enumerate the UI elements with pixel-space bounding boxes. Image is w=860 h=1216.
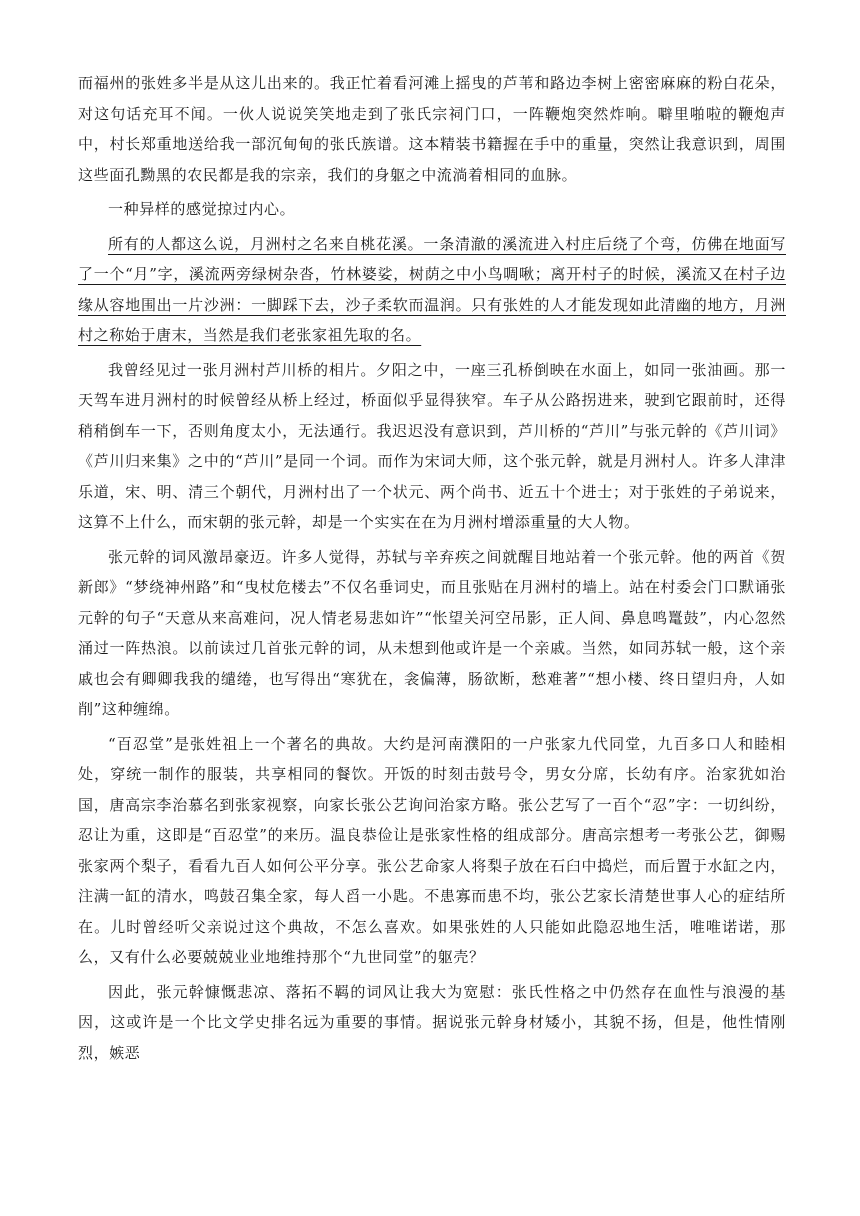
- paragraph: “百忍堂”是张姓祖上一个著名的典故。大约是河南濮阳的一户张家九代同堂，九百多口人和睦相处，穿统一制作的服装，共享相同的餐饮。开饭的时刻击鼓号令，男女分席，长幼有序。治家犹如治国，唐高宗李治慕名到张家视察，向家长张公艺询问治家方略。张公艺写了一百个“忍”字：一切纠纷，忍让为重，这即是“百忍堂”的来历。温良恭俭让是张家性格的组成部分。唐高宗想考一考张公艺，御赐张家两个梨子，看看九百人如何公平分享。张公艺命家人将梨子放在石臼中捣烂，而后置于水缸之内，注满一缸的清水，鸣鼓召集全家，每人舀一小匙。不患寡而患不均，张公艺家长清楚世事人心的症结所在。儿时曾经听父亲说过这个典故，不怎么喜欢。如果张姓的人只能如此隐忍地生活，唯唯诺诺，那么，又有什么必要兢兢业业地维持那个“九世同堂”的躯壳？: [78, 734, 786, 966]
- paragraph: 张元幹的词风激昂豪迈。许多人觉得，苏轼与辛弃疾之间就醒目地站着一个张元幹。他的两首《贺新郎》“梦绕神州路”和“曳杖危楼去”不仅名垂词史，而且张贴在月洲村的墙上。站在村委会门口默诵张元幹的句子“天意从来高难问，况人情老易悲如许”“怅望关河空吊影，正人间、鼻息鸣鼍鼓”，内心忽然涌过一阵热浪。以前读过几首张元幹的词，从未想到他或许是一个亲戚。当然，如同苏轼一般，这个亲戚也会有卿卿我我的缱绻，也写得出“寒犹在，衾偏薄，肠欲断，愁难著”“想小楼、终日望归舟，人如削”这种缠绵。: [78, 547, 786, 718]
- paragraph-continued: 而福州的张姓多半是从这儿出来的。我正忙着看河滩上摇曳的芦苇和路边李树上密密麻麻的粉白花朵，对这句话充耳不闻。一伙人说说笑笑地走到了张氏宗祠门口，一阵鞭炮突然炸响。噼里啪啦的鞭炮声中，村长郑重地送给我一部沉甸甸的张氏族谱。这本精装书籍握在手中的重量，突然让我意识到，周围这些面孔黝黑的农民都是我的宗亲，我们的身躯之中流淌着相同的血脉。: [78, 74, 786, 184]
- underlined-paragraph: 所有的人都这么说，月洲村之名来自桃花溪。一条清澈的溪流进入村庄后绕了个弯，仿佛在地面写了一个“月”字，溪流两旁绿树杂沓，竹林婆娑，树荫之中小鸟啁啾；离开村子的时候，溪流又在村子边缘从容地围出一片沙洲：一脚踩下去，沙子柔软而温润。只有张姓的人才能发现如此清幽的地方，月洲村之称始于唐末，当然是我们老张家祖先取的名。: [78, 234, 786, 344]
- paragraph: 因此，张元幹慷慨悲凉、落拓不羁的词风让我大为宽慰：张氏性格之中仍然存在血性与浪漫的基因，这或许是一个比文学史排名远为重要的事情。据说张元幹身材矮小，其貌不扬，但是，他性情刚烈，嫉恶: [78, 982, 786, 1062]
- paragraph: 一种异样的感觉掠过内心。: [108, 200, 296, 218]
- paragraph: 我曾经见过一张月洲村芦川桥的相片。夕阳之中，一座三孔桥倒映在水面上，如同一张油画。那一天驾车进月洲村的时候曾经从桥上经过，桥面似乎显得狭窄。车子从公路拐进来，驶到它跟前时，还得稍稍倒车一下，否则角度太小，无法通行。我迟迟没有意识到，芦川桥的“芦川”与张元幹的《芦川词》《芦川归来集》之中的“芦川”是同一个词。而作为宋词大师，这个张元幹，就是月洲村人。许多人津津乐道，宋、明、清三个朝代，月洲村出了一个状元、两个尚书、近五十个进士；对于张姓的子弟说来，这算不上什么，而宋朝的张元幹，却是一个实实在在为月洲村增添重量的大人物。: [78, 360, 786, 531]
- body-text: [78, 68, 786, 1072]
